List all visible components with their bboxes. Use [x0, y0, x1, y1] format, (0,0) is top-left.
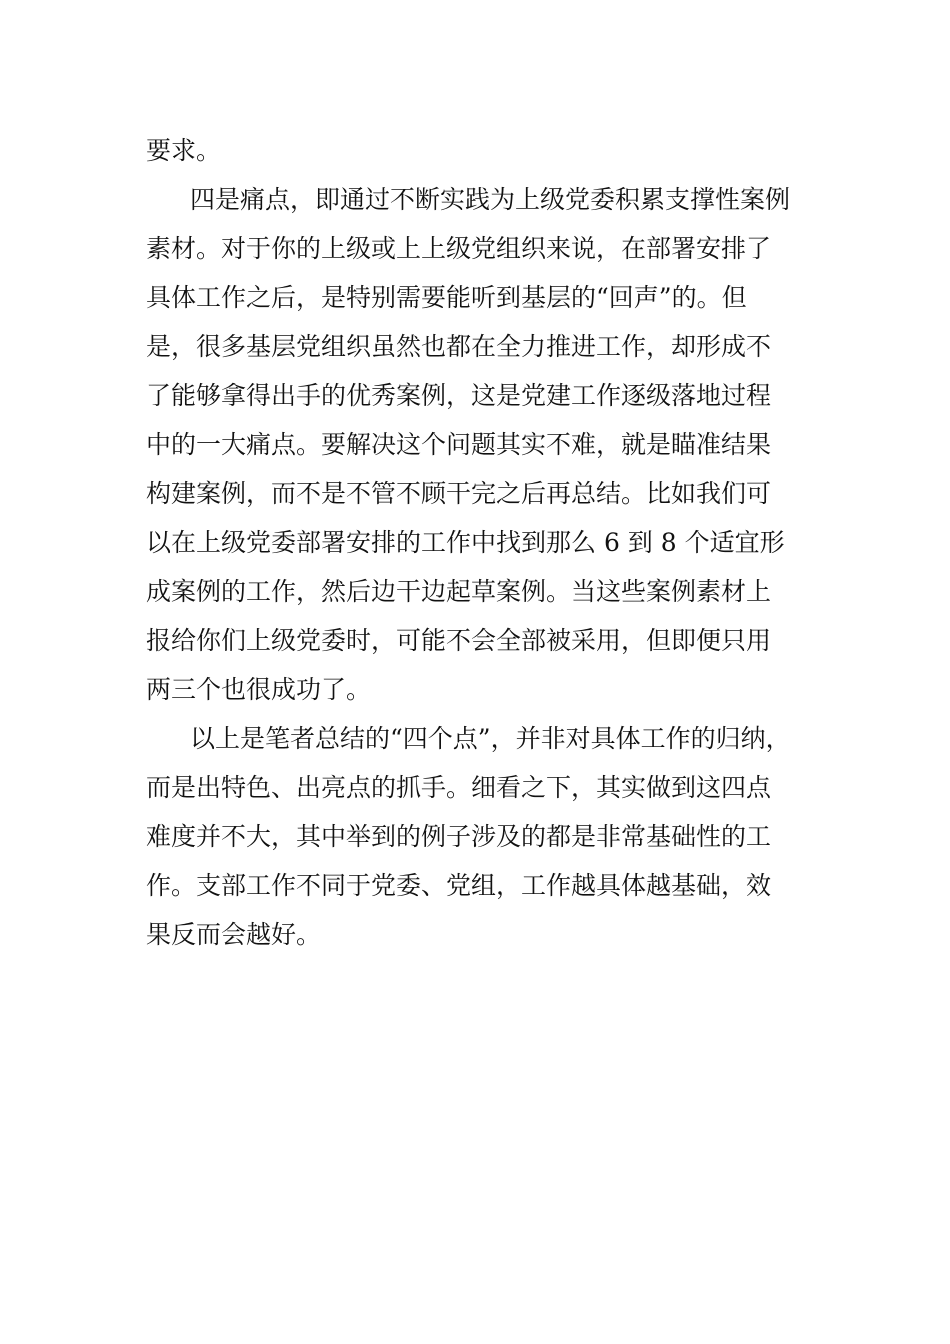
text-line: 作。支部工作不同于党委、党组，工作越具体越基础，效: [146, 871, 772, 900]
text-line: 难度并不大，其中举到的例子涉及的都是非常基础性的工: [146, 822, 772, 851]
text-line: 两三个也很成功了。: [146, 675, 372, 704]
text-line: 以在上级党委部署安排的工作中找到那么 6 到 8 个适宜形: [146, 528, 785, 557]
text-line: 是，很多基层党组织虽然也都在全力推进工作，却形成不: [146, 332, 772, 361]
text-line: 素材。对于你的上级或上上级党组织来说，在部署安排了: [146, 234, 772, 263]
paragraph-start-line: 以上是笔者总结的“四个点”，并非对具体工作的归纳，: [190, 724, 791, 753]
paragraph-start-line: 四是痛点，即通过不断实践为上级党委积累支撑性案例: [190, 185, 791, 214]
text-line: 了能够拿得出手的优秀案例，这是党建工作逐级落地过程: [146, 381, 772, 410]
text-line: 果反而会越好。: [146, 920, 322, 949]
text-line: 而是出特色、出亮点的抓手。细看之下，其实做到这四点: [146, 773, 772, 802]
text-line: 成案例的工作，然后边干边起草案例。当这些案例素材上: [146, 577, 772, 606]
body-text: [146, 126, 846, 959]
text-line: 构建案例，而不是不管不顾干完之后再总结。比如我们可: [146, 479, 772, 508]
text-line: 要求。: [146, 136, 222, 165]
text-line: 具体工作之后，是特别需要能听到基层的“回声”的。但: [146, 283, 747, 312]
text-line: 报给你们上级党委时，可能不会全部被采用，但即便只用: [146, 626, 772, 655]
text-line: 中的一大痛点。要解决这个问题其实不难，就是瞄准结果: [146, 430, 772, 459]
